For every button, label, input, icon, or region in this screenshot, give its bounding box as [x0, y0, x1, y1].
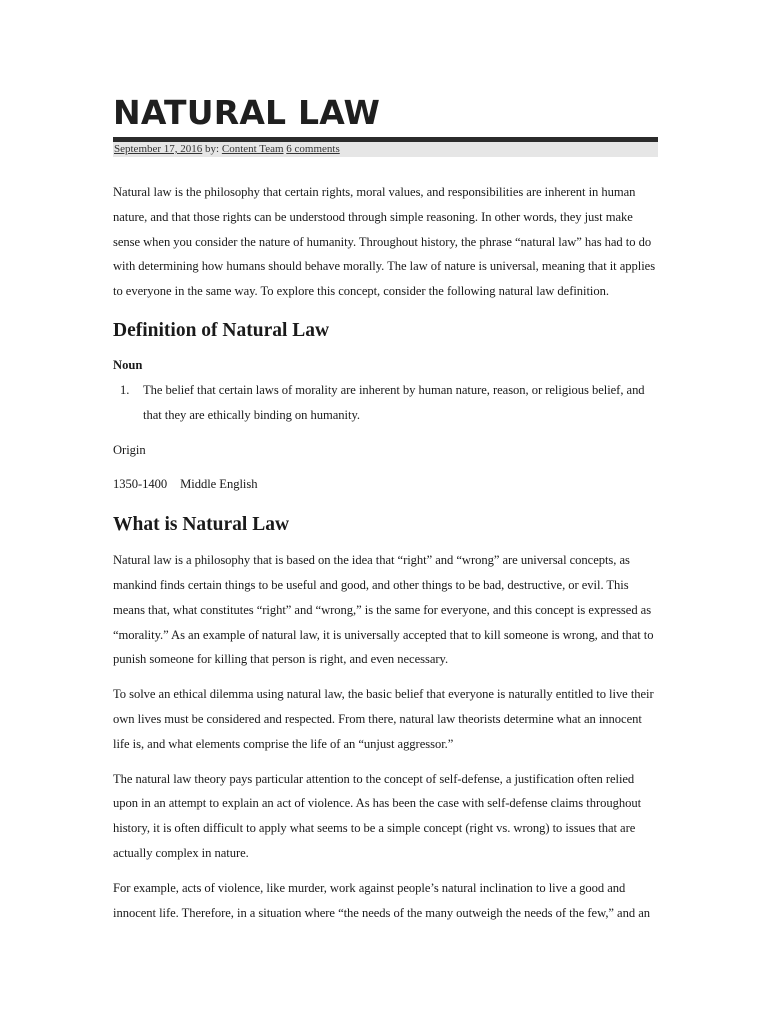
- byline-label: by:: [202, 143, 222, 155]
- intro-paragraph: Natural law is the philosophy that certain rights, moral values, and responsibilities are inherent in human nature, and that those rights can be understood through simple reasoning. In other words, they just make sense when you consider the nature of humanity. Throughout history, the phrase “natural law” has had to do with determining how humans should behave morally. The law of nature is universal, meaning that it applies to everyone in the same way. To explore this concept, consider the following natural law definition.: [113, 185, 656, 299]
- what-is-heading: What is Natural Law: [113, 514, 290, 536]
- definition-number: 1.: [120, 382, 130, 397]
- what-is-paragraph-1: Natural law is a philosophy that is based on the idea that “right” and “wrong” are universal concepts, as mankind finds certain things to be useful and good, and other things to be bad, destructive, or evil. This means that, what constitutes “right” and “wrong,” is the same for everyone, and this concept is expressed as “morality.” As an example of natural law, it is universally accepted that to kill someone is wrong, and that to punish someone for killing that person is right, and even necessary.: [113, 553, 654, 667]
- page-title: NATURAL LAW: [113, 93, 381, 132]
- definition-text: The belief that certain laws of morality are inherent by human nature, reason, or religious belief, and that they are ethically binding on humanity.: [143, 382, 645, 422]
- what-is-paragraph-3: The natural law theory pays particular attention to the concept of self-defense, a justification often relied upon in an attempt to explain an act of violence. As has been the case with self-defense claims throughout history, it is often difficult to apply what seems to be a simple concept (right vs. wrong) to issues that are actually complex in nature.: [113, 771, 642, 860]
- definition-item: [113, 378, 658, 428]
- post-meta: [113, 142, 658, 157]
- definition-heading: Definition of Natural Law: [113, 319, 330, 341]
- definition-list: [113, 378, 658, 428]
- post-date-link[interactable]: September 17, 2016: [114, 143, 203, 155]
- origin-years: 1350-1400: [113, 477, 168, 492]
- origin-row: [113, 472, 658, 497]
- part-of-speech: Noun: [113, 357, 143, 372]
- author-link[interactable]: Content Team: [221, 143, 284, 155]
- what-is-paragraph-4: For example, acts of violence, like murder, work against people’s natural inclination to live a good and innocent life. Therefore, in a situation where “the needs of the many outweigh the needs of the few,” and an: [113, 880, 650, 920]
- origin-label: Origin: [113, 442, 146, 457]
- article: [113, 0, 658, 925]
- what-is-paragraph-2: To solve an ethical dilemma using natural law, the basic belief that everyone is naturally entitled to live their own lives must be considered and respected. From there, natural law theorists determine what an innocent life is, and what elements comprise the life of an “unjust aggressor.”: [113, 687, 654, 751]
- comments-link[interactable]: 6 comments: [286, 143, 340, 155]
- origin-language: Middle English: [180, 477, 258, 492]
